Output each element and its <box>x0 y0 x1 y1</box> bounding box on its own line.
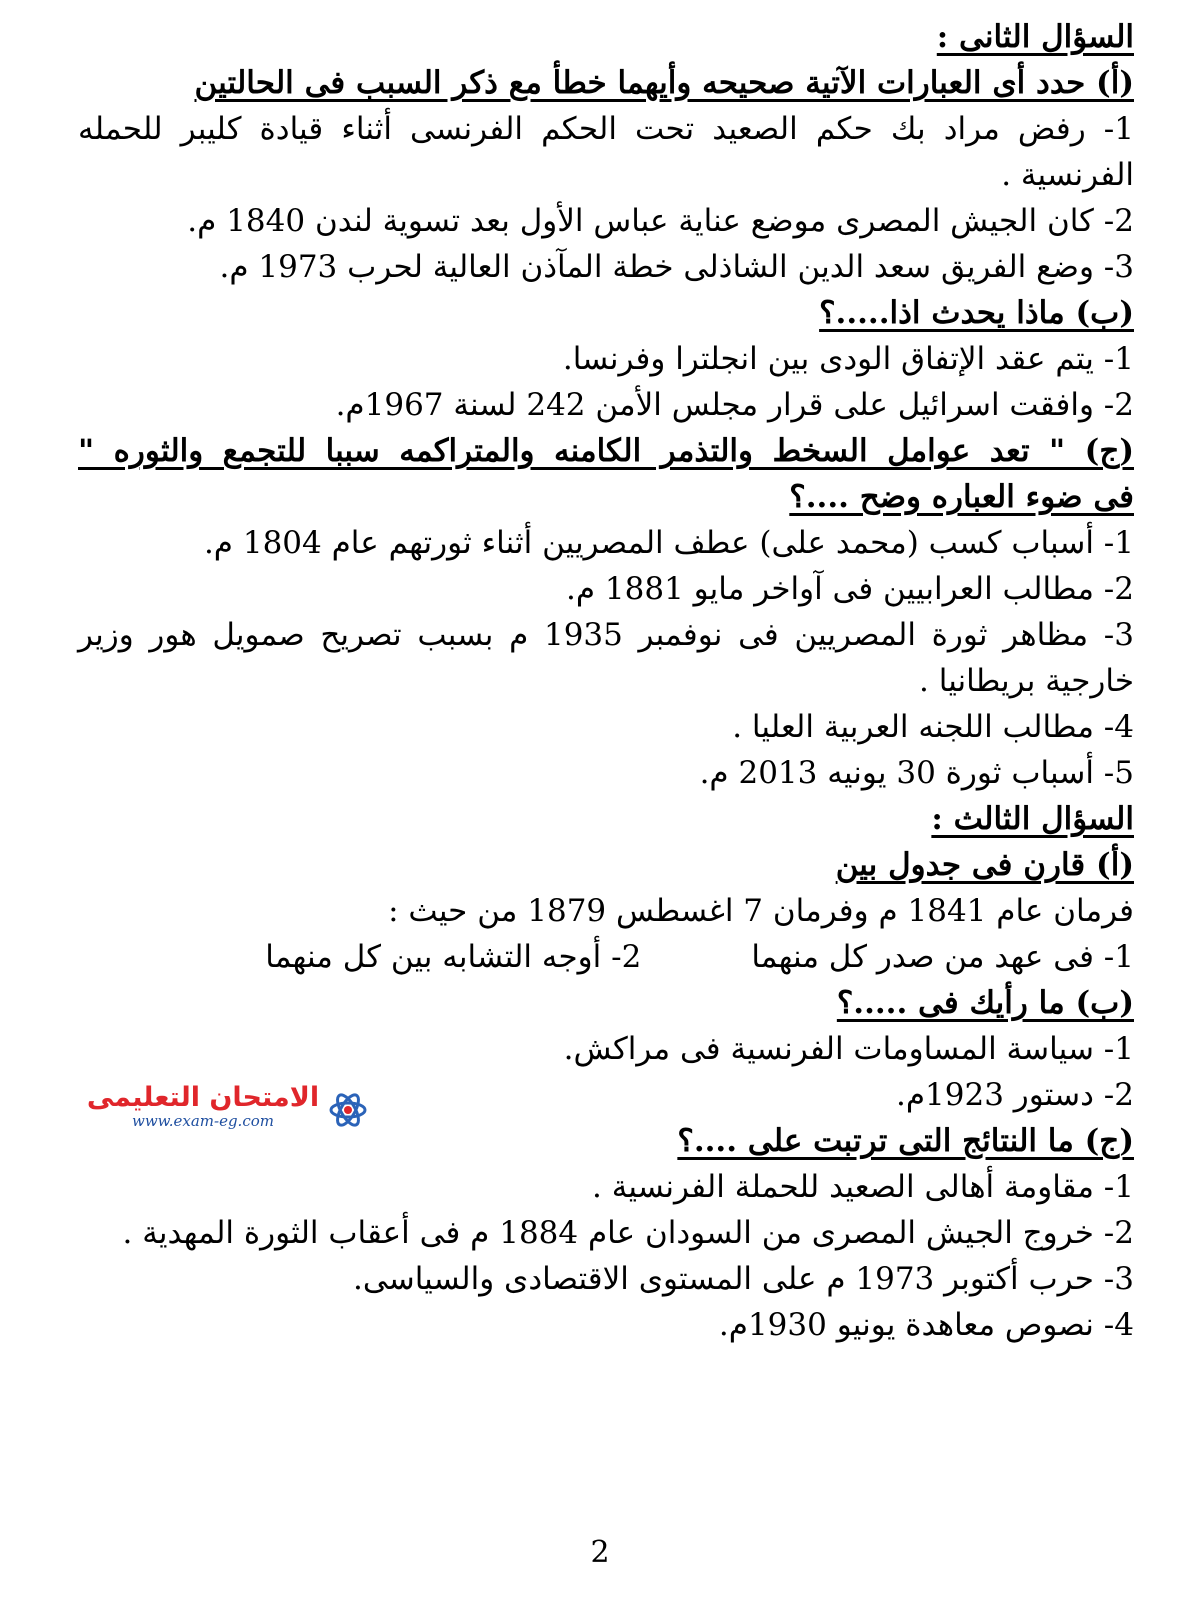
question-2-title: السؤال الثانى : <box>936 19 1134 55</box>
q3-a-point-2: 2- أوجه التشابه بين كل منهما <box>265 939 642 975</box>
site-logo[interactable] <box>78 1082 368 1142</box>
question-3-title: السؤال الثالث : <box>931 801 1134 837</box>
q3-c-item-2: 2- خروج الجيش المصرى من السودان عام 1884 م فى أعقاب الثورة المهدية . <box>122 1215 1134 1251</box>
q2-a-item-3: 3- وضع الفريق سعد الدين الشاذلى خطة المآذن العالية لحرب 1973 م. <box>219 249 1134 285</box>
q2-c-item-3: 3- مظاهر ثورة المصريين فى نوفمبر 1935 م بسبب تصريح صمويل هور وزير <box>78 617 1134 653</box>
q2-part-b-title: (ب) ماذا يحدث اذا.....؟ <box>819 295 1134 331</box>
exam-page <box>78 14 1134 1348</box>
q3-c-item-1: 1- مقاومة أهالى الصعيد للحملة الفرنسية . <box>592 1169 1134 1205</box>
q2-part-c-subtitle: فى ضوء العباره وضح ....؟ <box>789 479 1134 515</box>
q3-a-point-1: 1- فى عهد من صدر كل منهما <box>751 939 1134 975</box>
q2-c-item-3-cont: خارجية بريطانيا . <box>919 663 1134 699</box>
atom-icon <box>328 1082 368 1138</box>
q3-c-item-3: 3- حرب أكتوبر 1973 م على المستوى الاقتصادى والسياسى. <box>353 1261 1134 1297</box>
logo-text: الامتحان التعليمى <box>86 1082 320 1113</box>
q3-b-item-2: 2- دستور 1923م. <box>895 1077 1134 1113</box>
q2-c-item-2: 2- مطالب العرابيين فى آواخر مايو 1881 م. <box>566 571 1134 607</box>
q3-c-item-4: 4- نصوص معاهدة يونيو 1930م. <box>718 1307 1134 1343</box>
q3-part-b-title: (ب) ما رأيك فى .....؟ <box>836 985 1134 1021</box>
q2-a-item-1-cont: الفرنسية . <box>1001 157 1134 193</box>
q2-a-item-2: 2- كان الجيش المصرى موضع عناية عباس الأول بعد تسوية لندن 1840 م. <box>187 203 1134 239</box>
q2-c-item-1: 1- أسباب كسب (محمد على) عطف المصريين أثناء ثورتهم عام 1804 م. <box>203 525 1134 561</box>
q3-a-points <box>78 934 1134 980</box>
q3-part-c-title: (ج) ما النتائج التى ترتبت على ....؟ <box>677 1123 1134 1159</box>
q2-a-item-1: 1- رفض مراد بك حكم الصعيد تحت الحكم الفرنسى أثناء قيادة كليبر للحمله <box>78 111 1134 147</box>
q2-part-a-title: (أ) حدد أى العبارات الآتية صحيحه وأيهما خطأ مع ذكر السبب فى الحالتين <box>194 65 1134 101</box>
page-number: 2 <box>590 1535 610 1570</box>
q2-b-item-1: 1- يتم عقد الإتفاق الودى بين انجلترا وفرنسا. <box>562 341 1134 377</box>
q2-c-item-5: 5- أسباب ثورة 30 يونيه 2013 م. <box>699 755 1134 791</box>
q2-part-c-title: (ج) " تعد عوامل السخط والتذمر الكامنه والمتراكمه سببا للتجمع والثوره " <box>78 433 1134 469</box>
q3-b-item-1: 1- سياسة المساومات الفرنسية فى مراكش. <box>563 1031 1134 1067</box>
q3-part-a-title: (أ) قارن فى جدول بين <box>835 847 1134 883</box>
q3-a-intro: فرمان عام 1841 م وفرمان 7 اغسطس 1879 من حيث : <box>388 893 1134 929</box>
logo-url: www.exam-eg.com <box>132 1112 274 1130</box>
q2-c-item-4: 4- مطالب اللجنه العربية العليا . <box>732 709 1134 745</box>
q2-b-item-2: 2- وافقت اسرائيل على قرار مجلس الأمن 242 لسنة 1967م. <box>335 387 1134 423</box>
